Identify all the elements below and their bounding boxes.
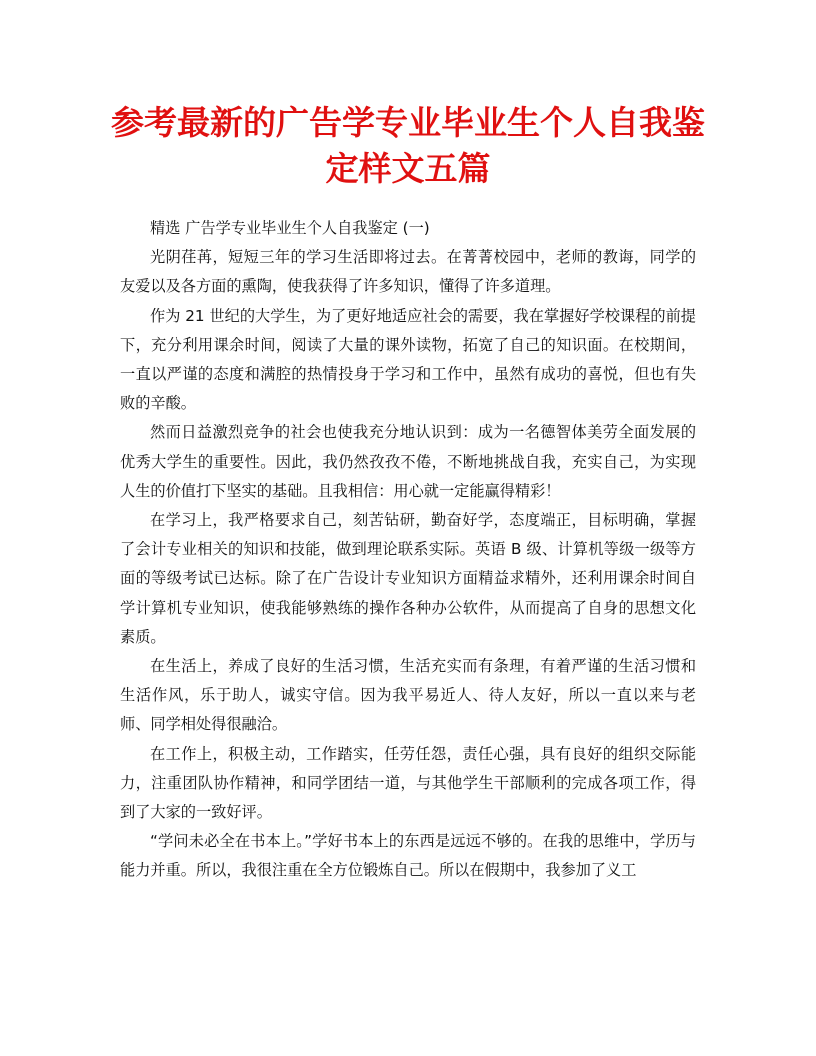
section-subtitle: 精选 广告学专业毕业生个人自我鉴定 (一) [150,219,430,237]
document-title: 参考最新的广告学专业毕业生个人自我鉴定样文五篇 [111,103,705,188]
paragraph-1: 光阴荏苒，短短三年的学习生活即将过去。在菁菁校园中，老师的教诲，同学的友爱以及各方面的熏陶，使我获得了许多知识，懂得了许多道理。 [120,248,696,296]
paragraph-5: 在生活上，养成了良好的生活习惯，生活充实而有条理，有着严谨的生活习惯和生活作风，乐于助人，诚实守信。因为我平易近人、待人友好，所以一直以来与老师、同学相处得很融洽。 [120,657,696,734]
document-body [120,214,696,886]
paragraph-6: 在工作上，积极主动，工作踏实，任劳任怨，责任心强，具有良好的组织交际能力，注重团队协作精神，和同学团结一道，与其他学生干部顺利的完成各项工作，得到了大家的一致好评。 [120,744,696,822]
paragraph-7: “学问未必全在书本上。”学好书本上的东西是远远不够的。在我的思维中，学历与能力并重。所以，我很注重在全方位锻炼自己。所以在假期中，我参加了义工 [120,832,696,880]
paragraph-3: 然而日益激烈竞争的社会也使我充分地认识到：成为一名德智体美劳全面发展的优秀大学生的重要性。因此，我仍然孜孜不倦，不断地挑战自我，充实自己，为实现人生的价值打下坚实的基础。且我相信：用心就一定能赢得精彩！ [120,423,696,500]
paragraph-2: 作为 21 世纪的大学生，为了更好地适应社会的需要，我在掌握好学校课程的前提下，充分利用课余时间，阅读了大量的课外读物，拓宽了自己的知识面。在校期间，一直以严谨的态度和满腔的热情投身于学习和工作中，虽然有成功的喜悦，但也有失败的辛酸。 [120,306,696,413]
paragraph-4: 在学习上，我严格要求自己，刻苦钻研，勤奋好学，态度端正，目标明确，掌握了会计专业相关的知识和技能，做到理论联系实际。英语 B 级、计算机等级一级等方面的等级考试已达标。除了在广告设计专业知识方面精益求精外，还利用课余时间自学计算机专业知识，使我能够熟练的操作各种办公软件，从而提高了自身的思想文化素质。 [120,511,696,646]
